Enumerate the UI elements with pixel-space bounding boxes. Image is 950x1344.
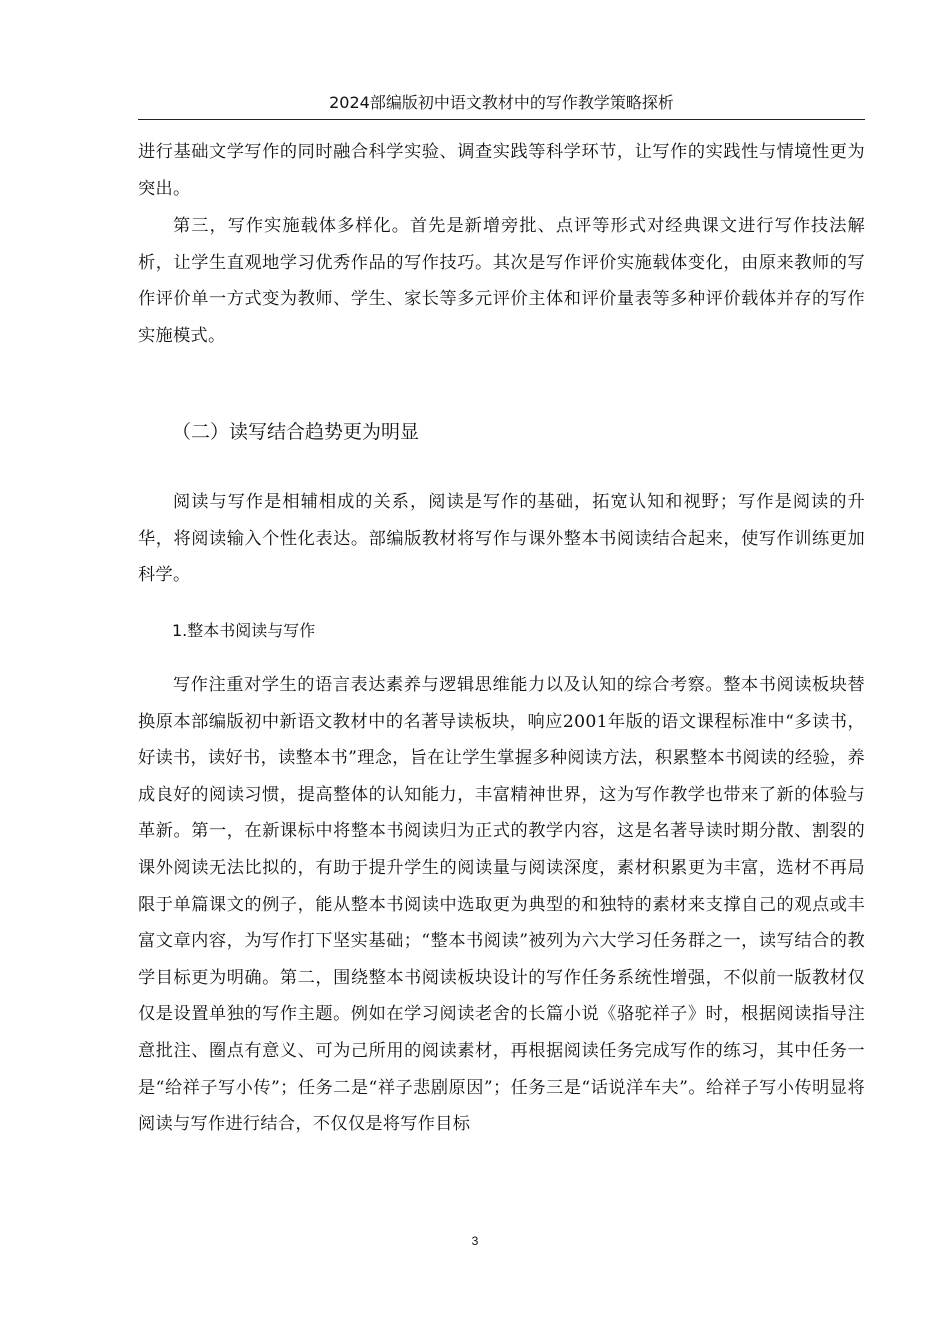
sub-heading: 1.整本书阅读与写作 [172, 621, 316, 640]
paragraph-whole-book-reading: 写作注重对学生的语言表达素养与逻辑思维能力以及认知的综合考察。整本书阅读板块替换原本部编版初中新语文教材中的名著导读板块，响应2001年版的语文课程标准中“多读书，好读书，读好书，读整本书”理念，旨在让学生掌握多种阅读方法，积累整本书阅读的经验，养成良好的阅读习惯，提高整体的认知能力，丰富精神世界，这为写作教学也带来了新的体验与革新。第一，在新课标中将整本书阅读归为正式的教学内容，这是名著导读时期分散、割裂的课外阅读无法比拟的，有助于提升学生的阅读量与阅读深度，素材积累更为丰富，选材不再局限于单篇课文的例子，能从整本书阅读中选取更为典型的和独特的素材来支撑自己的观点或丰富文章内容，为写作打下坚实基础；“整本书阅读”被列为六大学习任务群之一，读写结合的教学目标更为明确。第二，围绕整本书阅读板块设计的写作任务系统性增强，不似前一版教材仅仅是设置单独的写作主题。例如在学习阅读老舍的长篇小说《骆驼祥子》时，根据阅读指导注意批注、圈点有意义、可为己所用的阅读素材，再根据阅读任务完成写作的练习，其中任务一是“给祥子写小传”；任务二是“祥子悲剧原因”；任务三是“话说洋车夫”。给祥子写小传明显将阅读与写作进行结合，不仅仅是将写作目标 [138, 675, 865, 1135]
page-header-title: 2024部编版初中语文教材中的写作教学策略探析 [329, 93, 674, 112]
page-number: 3 [471, 1234, 479, 1248]
page-header [138, 91, 865, 120]
paragraph-continuation: 进行基础文学写作的同时融合科学实验、调查实践等科学环节，让写作的实践性与情境性更为突出。 [138, 142, 865, 199]
paragraph-reading-writing: 阅读与写作是相辅相成的关系，阅读是写作的基础，拓宽认知和视野；写作是阅读的升华，将阅读输入个性化表达。部编版教材将写作与课外整本书阅读结合起来，使写作训练更加科学。 [138, 492, 865, 586]
section-heading: （二）读写结合趋势更为明显 [172, 421, 420, 443]
paragraph-third-point: 第三，写作实施载体多样化。首先是新增旁批、点评等形式对经典课文进行写作技法解析，让学生直观地学习优秀作品的写作技巧。其次是写作评价实施载体变化，由原来教师的写作评价单一方式变为教师、学生、家长等多元评价主体和评价量表等多种评价载体并存的写作实施模式。 [138, 216, 865, 346]
